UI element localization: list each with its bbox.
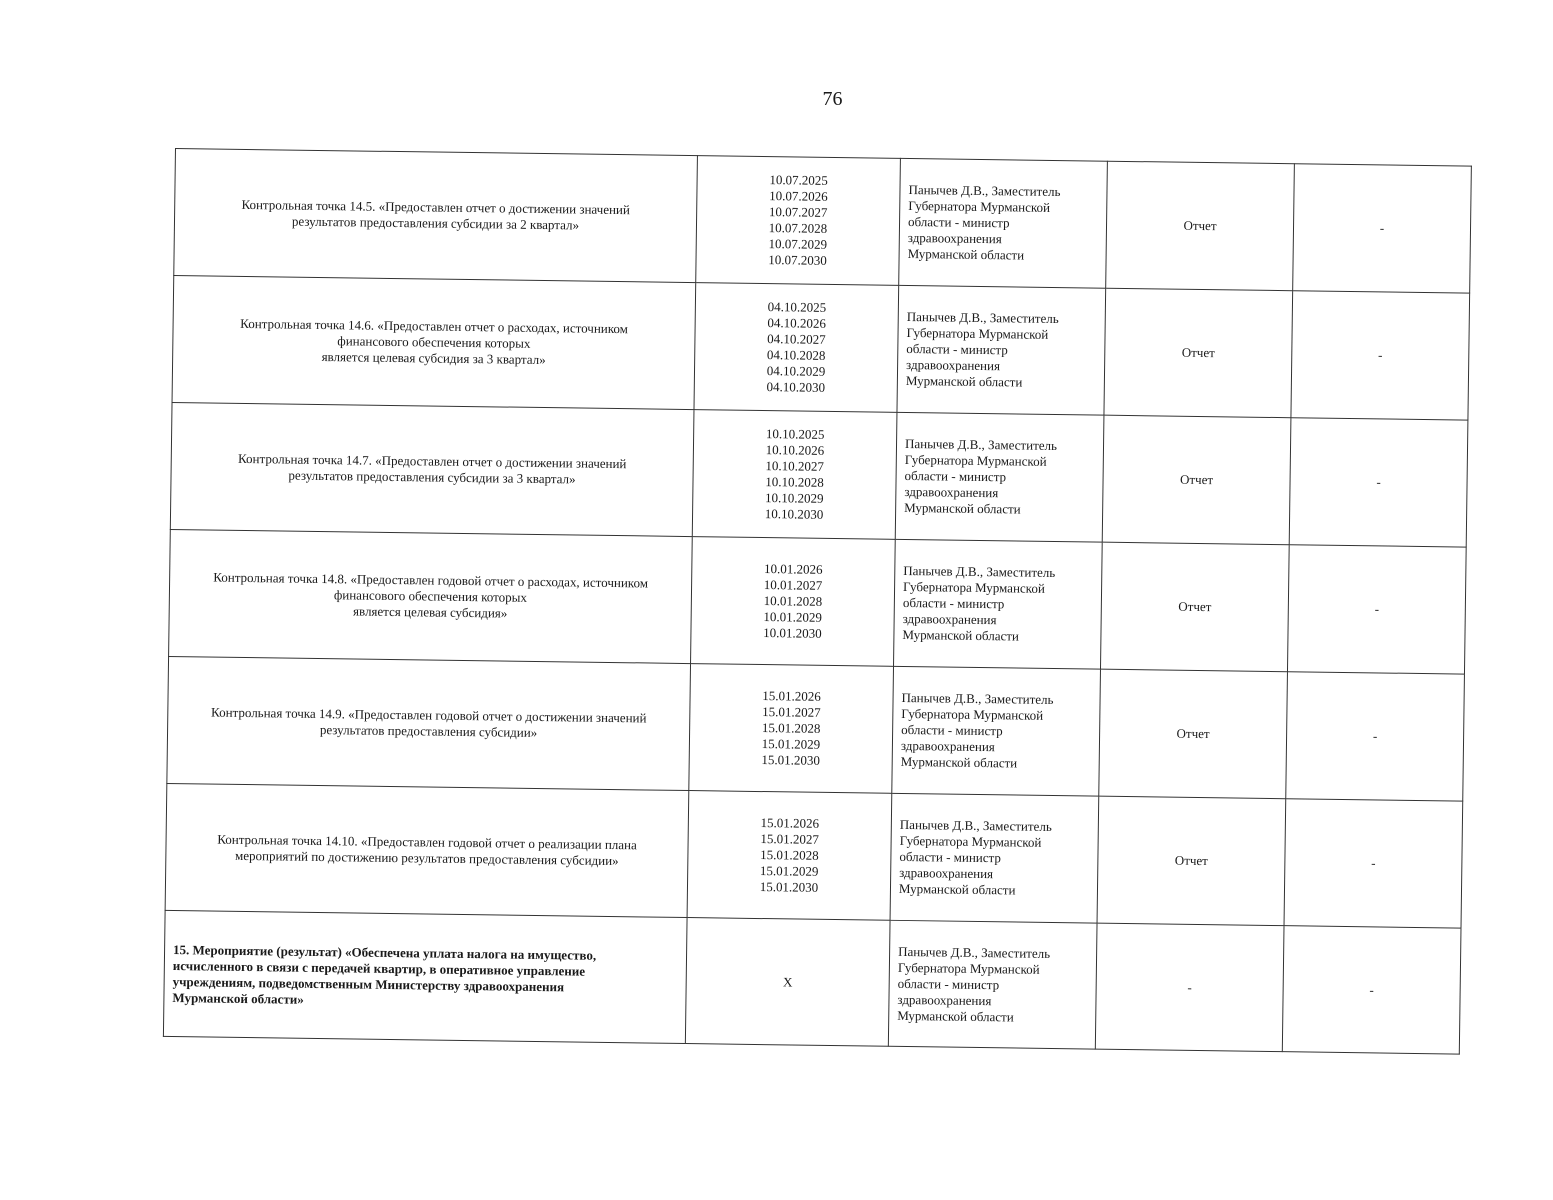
title-line: Контрольная точка 14.7. «Предоставлен отчет о достижении значений — [237, 450, 627, 472]
date: 15.01.2029 — [761, 736, 821, 752]
note: - — [1289, 418, 1468, 547]
responsible-person — [895, 412, 1104, 542]
title-line: Контрольная точка 14.8. «Предоставлен годовой отчет о расходах, источником — [213, 569, 649, 591]
responsible-line: здравоохранения — [897, 991, 992, 1008]
responsible-line: Мурманской области — [904, 499, 1021, 517]
date: 10.07.2030 — [768, 252, 827, 268]
note: - — [1284, 799, 1463, 928]
deadline-dates — [692, 410, 897, 540]
responsible-line: Мурманской области — [898, 880, 1016, 898]
title-line: учреждениям, подведомственным Министерству здравоохранения — [172, 973, 565, 994]
title-line: является целевая субсидия» — [352, 603, 508, 621]
responsible-line: здравоохранения — [907, 229, 1002, 247]
title-line: Контрольная точка 14.5. «Предоставлен отчет о достижении значений — [241, 196, 631, 218]
document-type: Отчет — [1104, 288, 1293, 418]
document-type: Отчет — [1106, 161, 1295, 291]
responsible-line: Панычев Д.В., Заместитель — [904, 435, 1058, 454]
responsible-line: здравоохранения — [906, 356, 1001, 374]
date: 15.01.2028 — [760, 847, 819, 863]
title-line: финансового обеспечения которых — [333, 587, 528, 605]
table-row — [165, 783, 1463, 928]
responsible-line: Мурманской области — [907, 245, 1025, 263]
document-type: - — [1095, 923, 1284, 1052]
responsible-line: Губернатора Мурманской — [906, 324, 1049, 342]
responsible-line: области - министр — [906, 340, 1008, 358]
responsible-person — [888, 920, 1097, 1049]
title-line: результатов предоставления субсидии за 3 квартал» — [288, 467, 576, 487]
note: - — [1291, 291, 1470, 420]
title-line: финансового обеспечения которых — [337, 333, 531, 351]
responsible-line: здравоохранения — [899, 864, 994, 882]
document-type: Отчет — [1099, 669, 1288, 799]
responsible-line: области - министр — [907, 213, 1010, 231]
responsible-person — [892, 666, 1101, 796]
responsible-line: Губернатора Мурманской — [899, 832, 1042, 850]
title-line: является целевая субсидия за 3 квартал» — [321, 349, 546, 368]
date: 10.10.2028 — [765, 474, 824, 490]
responsible-person — [894, 539, 1103, 669]
date: 10.01.2028 — [763, 593, 823, 609]
date: 04.10.2025 — [767, 299, 827, 315]
responsible-line: Мурманской области — [897, 1007, 1014, 1024]
deadline-dates — [687, 791, 892, 921]
control-points-table — [163, 148, 1472, 1055]
document-type: Отчет — [1100, 542, 1289, 672]
date: 10.01.2030 — [763, 625, 822, 641]
title-line: 15. Мероприятие (результат) «Обеспечена уплата налога на имущество, — [172, 941, 597, 963]
responsible-line: области - министр — [897, 975, 1000, 992]
date: 15.01.2026 — [760, 815, 820, 831]
control-point-title — [172, 275, 696, 409]
responsible-line: Губернатора Мурманской — [897, 959, 1040, 977]
responsible-line: области - министр — [904, 467, 1007, 485]
date: 10.07.2029 — [768, 236, 828, 252]
title-line: Контрольная точка 14.10. «Предоставлен годовой отчет о реализации плана — [217, 831, 637, 853]
date: 04.10.2029 — [766, 363, 826, 379]
document-scan — [163, 148, 1465, 1054]
responsible-line: Мурманской области — [905, 372, 1023, 390]
date: 04.10.2030 — [766, 379, 826, 395]
note: - — [1286, 672, 1465, 801]
responsible-line: Панычев Д.В., Заместитель — [906, 308, 1059, 327]
title-line: результатов предоставления субсидии» — [319, 722, 538, 740]
deadline-dates — [691, 537, 896, 667]
date: 15.01.2028 — [761, 720, 821, 736]
date: 04.10.2027 — [767, 331, 826, 347]
date: 15.01.2027 — [760, 831, 820, 847]
date: 10.07.2027 — [768, 204, 828, 220]
responsible-line: области - министр — [901, 721, 1003, 739]
date: 10.01.2027 — [763, 577, 823, 593]
title-line: результатов предоставления субсидии за 2 квартал» — [291, 213, 580, 233]
table-row — [170, 402, 1468, 547]
date: 04.10.2028 — [766, 347, 826, 363]
title-line: мероприятий по достижению результатов предоставления субсидии» — [234, 847, 619, 869]
responsible-line: Губернатора Мурманской — [901, 705, 1044, 723]
date: 15.01.2030 — [761, 752, 821, 768]
responsible-line: Мурманской области — [900, 753, 1018, 771]
date: 10.10.2025 — [765, 426, 825, 442]
responsible-line: области - министр — [899, 848, 1002, 866]
date: 10.10.2026 — [765, 442, 825, 458]
page-number: 76 — [822, 88, 843, 110]
date: 10.07.2028 — [768, 220, 828, 236]
deadline-dates — [696, 156, 901, 286]
date: 10.07.2025 — [769, 172, 828, 188]
date: 15.01.2027 — [762, 704, 821, 720]
responsible-line: Губернатора Мурманской — [904, 451, 1047, 469]
event-title — [163, 910, 687, 1043]
date: 10.01.2029 — [763, 609, 823, 625]
date: 15.01.2029 — [759, 863, 819, 879]
responsible-line: Панычев Д.В., Заместитель — [901, 689, 1054, 708]
control-point-title — [165, 783, 689, 917]
control-point-title — [174, 149, 698, 283]
date: 15.01.2030 — [759, 879, 819, 895]
control-point-title — [169, 529, 693, 663]
deadline-dates — [694, 283, 899, 413]
responsible-person — [899, 158, 1108, 288]
responsible-person — [897, 285, 1106, 415]
note: - — [1282, 926, 1461, 1054]
responsible-line: Мурманской области — [902, 626, 1020, 644]
responsible-line: Панычев Д.В., Заместитель — [903, 562, 1056, 581]
document-type: Отчет — [1102, 415, 1291, 545]
responsible-line: Губернатора Мурманской — [902, 578, 1045, 596]
responsible-line: Панычев Д.В., Заместитель — [898, 943, 1051, 961]
event-row — [163, 910, 1461, 1054]
title-line: исчисленного в связи с передачей квартир, в оперативное управление — [172, 957, 586, 979]
title-line: Контрольная точка 14.6. «Предоставлен отчет о расходах, источником — [240, 315, 629, 337]
document-type: Отчет — [1097, 796, 1286, 926]
responsible-line: Панычев Д.В., Заместитель — [908, 181, 1061, 200]
date: 10.01.2026 — [763, 561, 823, 577]
date: 10.07.2026 — [769, 188, 828, 204]
table-row — [174, 149, 1472, 294]
responsible-line: Губернатора Мурманской — [908, 197, 1051, 215]
title-line: Контрольная точка 14.9. «Предоставлен годовой отчет о достижении значений — [211, 704, 647, 726]
responsible-person — [890, 793, 1099, 923]
date: 10.10.2029 — [764, 490, 824, 506]
responsible-line: Панычев Д.В., Заместитель — [899, 816, 1052, 834]
responsible-line: здравоохранения — [904, 483, 999, 501]
date: 15.01.2026 — [762, 688, 821, 704]
title-line: Мурманской области» — [172, 989, 304, 1007]
note: - — [1293, 164, 1472, 293]
date: 10.10.2027 — [765, 458, 825, 474]
deadline-dates — [689, 664, 894, 794]
responsible-line: здравоохранения — [902, 610, 997, 628]
responsible-line: здравоохранения — [900, 737, 995, 755]
table-row — [172, 275, 1470, 420]
table-row — [169, 529, 1467, 674]
control-point-title — [167, 656, 691, 790]
date: 10.10.2030 — [764, 506, 824, 522]
deadline-dates: X — [685, 918, 890, 1047]
responsible-line: области - министр — [902, 594, 1005, 612]
table-row — [167, 656, 1465, 801]
control-point-title — [170, 402, 694, 536]
date: 04.10.2026 — [767, 315, 827, 331]
note: - — [1287, 545, 1466, 674]
